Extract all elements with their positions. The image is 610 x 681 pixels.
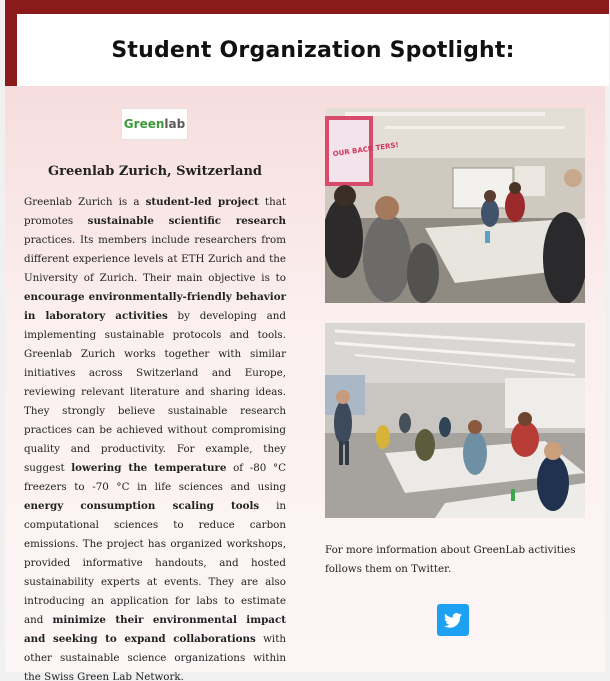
- header-accent-bar: [5, 0, 609, 14]
- text-segment: of -80 °C freezers to -70 °C in life sciences and using: [24, 462, 286, 493]
- header: [17, 14, 609, 86]
- text-segment: Greenlab Zurich is a: [24, 196, 146, 208]
- workshop-photo-2: [325, 323, 585, 518]
- text-emphasis: minimize their environmental impact and seeking to expand collaborations: [24, 614, 286, 645]
- workshop-photo-1: [325, 108, 585, 303]
- organization-title: Greenlab Zurich, Switzerland: [48, 164, 262, 179]
- text-segment: practices. Its members include researchers from different experience levels at ETH Zurich and the University of Zurich. Their main objective is to: [24, 234, 286, 284]
- page-title: Student Organization Spotlight:: [111, 37, 515, 63]
- header-accent-side: [5, 0, 17, 86]
- logo-text-green: Green: [123, 117, 165, 131]
- logo-text-gray: lab: [164, 117, 186, 131]
- article-body: [24, 193, 286, 681]
- text-emphasis: sustainable scientific research: [87, 215, 287, 227]
- text-segment: in computational sciences to reduce carbon emissions. The project has organized workshops, provided informative handouts, and hosted sustainability experts at events. They are also introducing an application for labs to estimate and: [24, 500, 286, 626]
- text-emphasis: energy consumption scaling tools: [24, 500, 260, 512]
- more-info-text: For more information about GreenLab activities follows them on Twitter.: [325, 544, 576, 575]
- twitter-icon: [444, 613, 462, 628]
- text-emphasis: encourage environmentally-friendly behavior in laboratory activities: [24, 291, 286, 322]
- text-segment: with other sustainable science organizations within the Swiss Green Lab Network.: [24, 633, 286, 681]
- poster-text: OUR BACK TERS!: [332, 141, 400, 159]
- text-emphasis: student-led project: [145, 196, 259, 208]
- greenlab-logo: [121, 108, 188, 140]
- twitter-button[interactable]: [437, 604, 469, 636]
- text-emphasis: lowering the temperature: [71, 462, 227, 474]
- text-segment: by developing and implementing sustainable protocols and tools. Greenlab Zurich works together with similar initiatives across Switzerland and Europe, reviewing relevant literature and sharing ideas. They strongly believe sustainable research practices can be achieved without compromising quality and productivity. For example, they suggest: [24, 310, 286, 474]
- text-segment: that promotes: [24, 196, 286, 227]
